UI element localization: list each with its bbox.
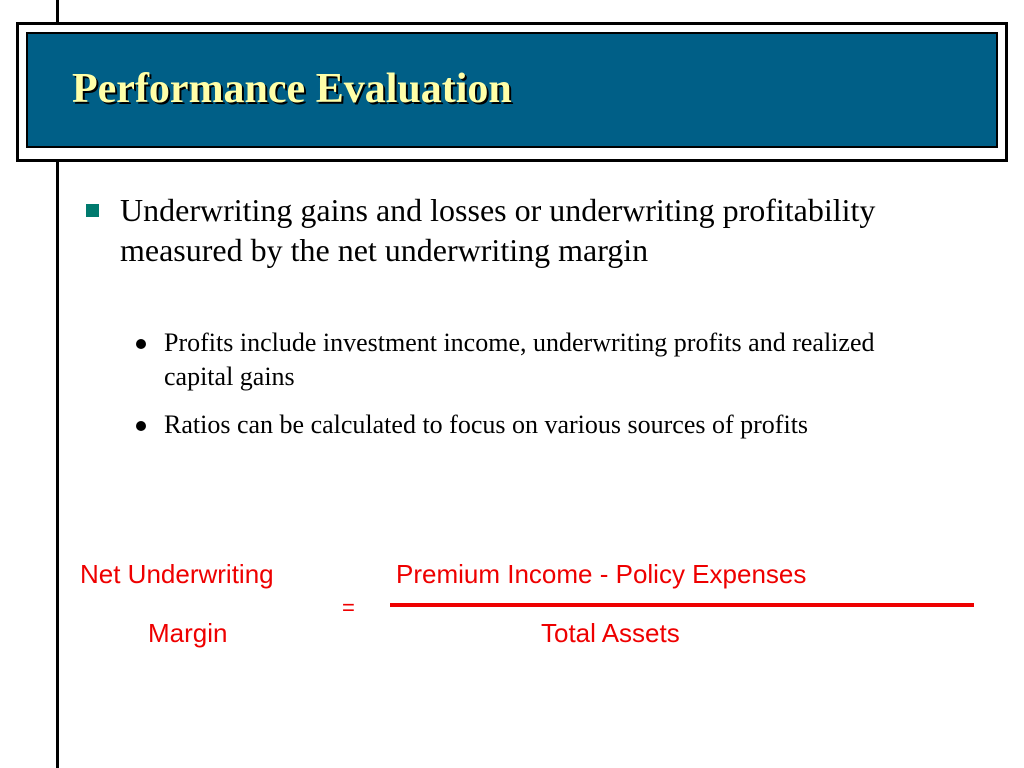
formula-lhs-line1: Net Underwriting [80, 559, 274, 589]
slide-title: Performance Evaluation [72, 66, 512, 112]
fraction-bar [390, 603, 974, 607]
formula-denominator: Total Assets [541, 618, 680, 648]
sub-bullet-text: Profits include investment income, underwriting profits and realized capital gains [164, 328, 875, 391]
formula-numerator: Premium Income - Policy Expenses [396, 559, 807, 589]
formula-equals-sign: = [342, 595, 355, 620]
sub-bullet-text: Ratios can be calculated to focus on various sources of profits [164, 410, 809, 439]
formula-lhs-line2: Margin [148, 618, 228, 648]
round-bullet-icon [136, 339, 146, 349]
bullet-text: Underwriting gains and losses or underwriting profitability measured by the net underwriting margin [120, 192, 876, 268]
title-banner [26, 32, 998, 148]
round-bullet-icon [136, 421, 146, 431]
square-bullet-icon [86, 204, 99, 217]
